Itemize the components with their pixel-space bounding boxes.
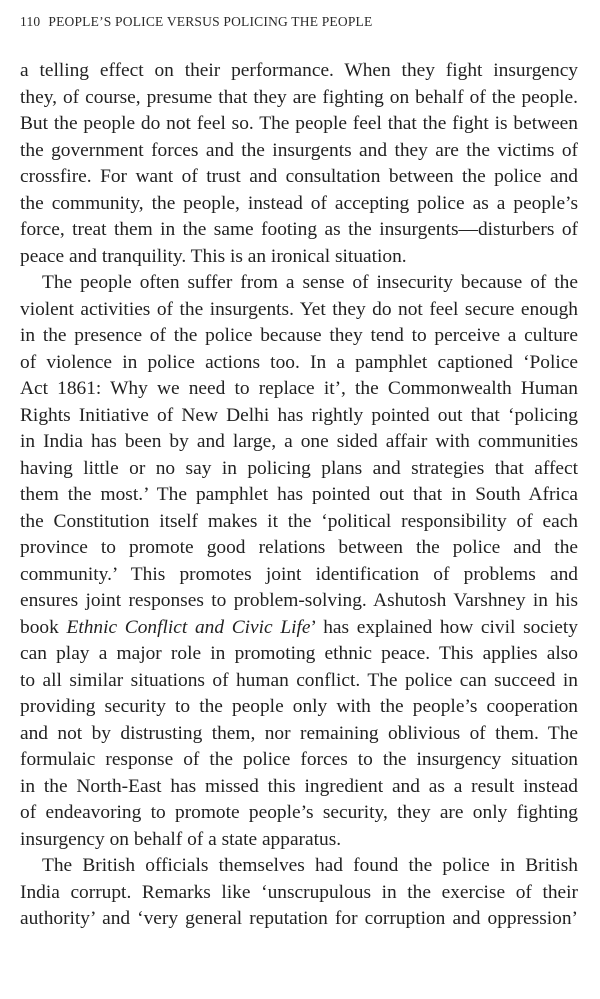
text-line: the Constitution itself makes it the ‘political responsibility of each: [20, 510, 578, 532]
text-line: in India has been by and large, a one sided affair with communities: [20, 431, 578, 452]
text-line: insurgency on behalf of a state apparatus.: [20, 828, 342, 850]
text-line: in the presence of the police because they tend to perceive a culture: [20, 325, 578, 346]
text-line: Rights Initiative of New Delhi has rightly pointed out that ‘policing: [20, 404, 578, 426]
text-line: can play a major role in promoting ethnic peace. This applies also: [20, 643, 578, 664]
page-number: 110: [20, 14, 41, 29]
text-line: force, treat them in the same footing as the insurgents—disturbers of: [20, 219, 578, 240]
text-line: and not by distrusting them, nor remaining oblivious of them. The: [20, 722, 578, 744]
text-fragment: book: [20, 616, 67, 638]
text-line: in the North-East has missed this ingredient and as a result instead: [20, 775, 578, 797]
text-line: to all similar situations of human conflict. The police can succeed in: [20, 669, 578, 691]
text-line: community.’ This promotes joint identification of problems and: [20, 563, 578, 585]
text-line: authority’ and ‘very general reputation for corruption and oppression’: [20, 908, 578, 929]
text-line: Act 1861: Why we need to replace it’, the Commonwealth Human: [20, 378, 578, 399]
body-text: [20, 58, 578, 933]
text-line: The British officials themselves had found the police in British: [42, 855, 578, 876]
text-line: The people often suffer from a sense of insecurity because of the: [42, 272, 578, 293]
text-fragment: ’ has explained how civil society: [310, 616, 578, 638]
text-line: ensures joint responses to problem-solving. Ashutosh Varshney in his: [20, 590, 578, 611]
text-line: the government forces and the insurgents and they are the victims of: [20, 139, 578, 161]
text-line: India corrupt. Remarks like ‘unscrupulous in the exercise of their: [20, 881, 578, 903]
text-line: providing security to the people only with the people’s cooperation: [20, 696, 578, 717]
running-title: PEOPLE’S POLICE VERSUS POLICING THE PEOPLE: [48, 14, 373, 29]
text-line: of violence in police actions too. In a pamphlet captioned ‘Police: [20, 351, 578, 373]
text-line: crossfire. For want of trust and consultation between the police and: [20, 166, 578, 187]
text-line: [20, 615, 578, 642]
text-line: peace and tranquility. This is an ironical situation.: [20, 245, 407, 267]
text-line: formulaic response of the police forces to the insurgency situation: [20, 749, 578, 770]
text-line: violent activities of the insurgents. Yet they do not feel secure enough: [20, 298, 578, 320]
text-line: having little or no say in policing plans and strategies that affect: [20, 457, 578, 479]
text-line: they, of course, presume that they are fighting on behalf of the people.: [20, 86, 578, 108]
running-header: [20, 14, 372, 30]
text-line: them the most.’ The pamphlet has pointed out that in South Africa: [20, 484, 578, 505]
text-line: province to promote good relations between the police and the: [20, 537, 578, 558]
text-line: of endeavoring to promote people’s security, they are only fighting: [20, 802, 578, 823]
book-title: Ethnic Conflict and Civic Life: [66, 616, 311, 638]
text-line: But the people do not feel so. The people feel that the fight is between: [20, 113, 578, 134]
text-line: a telling effect on their performance. When they fight insurgency: [20, 60, 578, 81]
text-line: the community, the people, instead of accepting police as a people’s: [20, 192, 578, 214]
